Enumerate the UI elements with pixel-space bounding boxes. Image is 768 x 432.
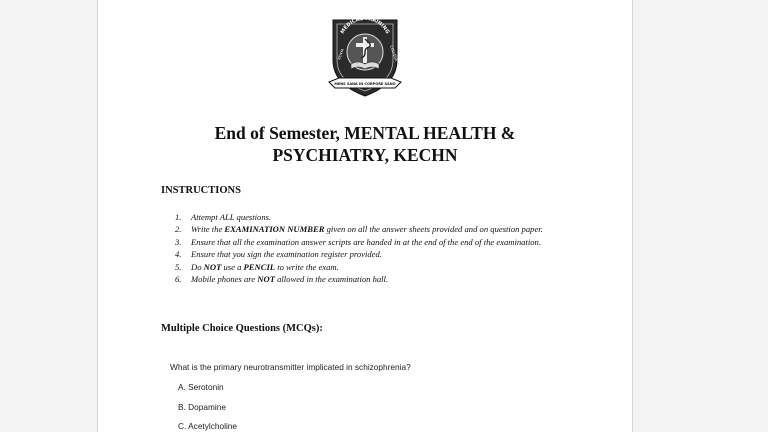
instructions-list bbox=[175, 211, 570, 285]
instruction-emphasis: PENCIL bbox=[243, 261, 276, 272]
logo-side-right: COLLEGE bbox=[389, 44, 399, 63]
exam-title-line-1: End of Semester, MENTAL HEALTH & bbox=[214, 123, 516, 143]
college-logo bbox=[327, 14, 403, 100]
instruction-text: allowed in the examination hall. bbox=[274, 274, 389, 285]
instruction-emphasis: NOT bbox=[257, 274, 275, 285]
instruction-number: 3. bbox=[175, 236, 182, 247]
instruction-item bbox=[175, 261, 570, 273]
instruction-text: Ensure that you sign the examination register provided. bbox=[191, 249, 382, 260]
instruction-text: use a bbox=[221, 261, 244, 272]
logo-side-left: KENYA bbox=[337, 47, 345, 61]
instruction-emphasis: NOT bbox=[203, 261, 222, 272]
exam-title bbox=[98, 122, 632, 166]
mcq-option-b: B. Dopamine bbox=[178, 402, 226, 412]
instruction-text: Write the bbox=[191, 224, 225, 235]
mcq-question: What is the primary neurotransmitter implicated in schizophrenia? bbox=[170, 362, 411, 372]
logo-motto: MENS SANA IN CORPORE SANO bbox=[334, 82, 396, 86]
instruction-number: 4. bbox=[175, 249, 182, 260]
instruction-number: 2. bbox=[175, 224, 182, 235]
instruction-text: Mobile phones are bbox=[191, 274, 258, 285]
instruction-number: 6. bbox=[175, 274, 182, 285]
instruction-number: 5. bbox=[175, 261, 182, 272]
instruction-item bbox=[175, 211, 570, 223]
instruction-item bbox=[175, 236, 570, 248]
exam-title-line-2: PSYCHIATRY, KECHN bbox=[272, 145, 458, 165]
instruction-text: to write the exam. bbox=[275, 261, 339, 272]
instruction-item bbox=[175, 223, 570, 235]
logo-arc-text: MEDICAL TRAINING bbox=[339, 15, 391, 35]
instructions-heading: INSTRUCTIONS bbox=[161, 185, 241, 196]
instruction-number: 1. bbox=[175, 212, 182, 222]
instruction-text: Do bbox=[191, 261, 204, 272]
document-page bbox=[97, 0, 633, 432]
mcq-option-c: C. Acetylcholine bbox=[178, 421, 238, 431]
instruction-item bbox=[175, 248, 570, 260]
mcq-option-a: A. Serotonin bbox=[178, 382, 224, 392]
instruction-text: given on all the answer sheets provided and on question paper. bbox=[324, 224, 543, 235]
instruction-text: Attempt ALL questions. bbox=[191, 212, 272, 222]
instruction-emphasis: EXAMINATION NUMBER bbox=[224, 224, 325, 235]
mcq-heading: Multiple Choice Questions (MCQs): bbox=[161, 323, 323, 334]
instruction-item bbox=[175, 273, 570, 285]
instruction-text: Ensure that all the examination answer scripts are handed in at the end of the end of the examination. bbox=[191, 236, 541, 247]
